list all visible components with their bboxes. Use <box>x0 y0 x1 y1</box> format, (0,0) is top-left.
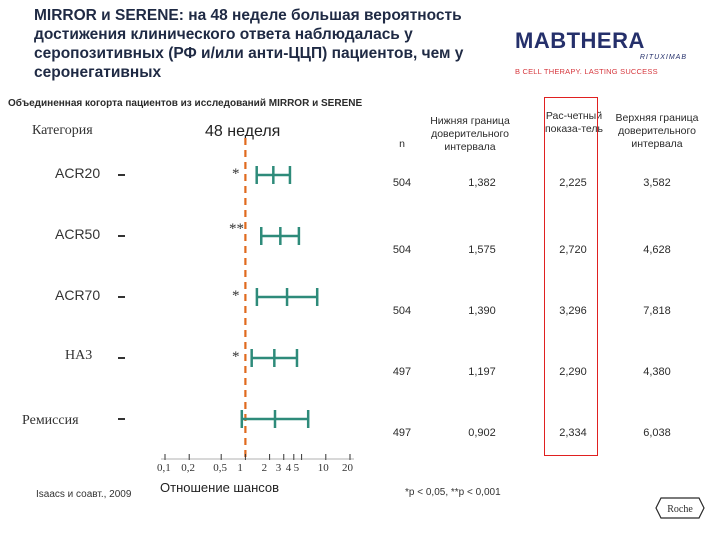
x-tick-label: 20 <box>342 462 353 474</box>
cell-lower: 1,575 <box>468 244 496 256</box>
x-tick-label: 1 <box>237 462 243 474</box>
lower-ci-header: Нижняя граница доверительного интервала <box>430 115 510 153</box>
cell-upper: 4,628 <box>643 244 671 256</box>
x-tick-label: 0,5 <box>213 462 227 474</box>
roche-logo <box>655 496 705 520</box>
cell-lower: 1,382 <box>468 177 496 189</box>
row-category: HA3 <box>65 348 93 363</box>
x-tick-label: 0,1 <box>157 462 171 474</box>
x-axis-label: Отношение шансов <box>160 480 280 495</box>
cell-estimate: 2,225 <box>559 177 587 189</box>
roche-text: Roche <box>667 504 693 515</box>
cell-upper: 3,582 <box>643 177 671 189</box>
cell-estimate: 3,296 <box>559 305 587 317</box>
row-category: Ремиссия <box>22 413 79 428</box>
week-header: 48 неделя <box>205 123 281 140</box>
x-tick-label: 2 <box>261 462 268 474</box>
cell-n: 497 <box>392 366 412 378</box>
row-category: ACR50 <box>55 226 101 242</box>
significance-marker: * <box>232 288 240 304</box>
row-category: ACR20 <box>55 165 101 181</box>
significance-marker: * <box>232 349 240 365</box>
cell-n: 497 <box>392 427 412 439</box>
x-tick-label: 4 <box>285 462 292 474</box>
significance-marker: ** <box>229 221 244 237</box>
x-tick-label: 5 <box>293 462 300 474</box>
cell-lower: 1,197 <box>468 366 496 378</box>
upper-ci-header: Верхняя граница доверительного интервала <box>615 112 699 150</box>
cell-upper: 4,380 <box>643 366 671 378</box>
x-tick-label: 0,2 <box>181 462 195 474</box>
cell-estimate: 2,290 <box>559 366 587 378</box>
footnote: *p < 0,05, **p < 0,001 <box>405 487 501 498</box>
significance-marker: * <box>232 166 240 182</box>
n-header: n <box>399 138 405 150</box>
source-citation: Isaacs и соавт., 2009 <box>36 489 132 500</box>
logo-tagline: B CELL THERAPY. LASTING SUCCESS <box>515 67 658 76</box>
cell-estimate: 2,720 <box>559 244 587 256</box>
x-tick-label: 3 <box>275 462 282 474</box>
cohort-label: Объединенная когорта пациентов из исследований MIRROR и SERENE <box>8 98 363 109</box>
cell-n: 504 <box>392 177 412 189</box>
logo-sub: RITUXIMAB <box>639 54 687 61</box>
cell-estimate: 2,334 <box>559 427 587 439</box>
page-title: MIRROR и SERENE: на 48 неделе большая вероятность достижения клинического ответа наблюдалась у серопозитивных (РФ и/или анти-ЦЦП) пациентов, чем у серонегативных <box>34 7 464 81</box>
x-tick-label: 10 <box>317 462 329 474</box>
cell-n: 504 <box>392 305 412 317</box>
logo-brand: MABTHERA <box>515 28 645 53</box>
category-header: Категория <box>32 123 93 138</box>
cell-lower: 1,390 <box>468 305 496 317</box>
cell-upper: 6,038 <box>643 427 671 439</box>
cell-upper: 7,818 <box>643 305 671 317</box>
row-category: ACR70 <box>55 287 101 303</box>
estimate-header: Рас-четный показа-тель <box>544 110 603 135</box>
cell-lower: 0,902 <box>468 427 496 439</box>
cell-n: 504 <box>392 244 412 256</box>
